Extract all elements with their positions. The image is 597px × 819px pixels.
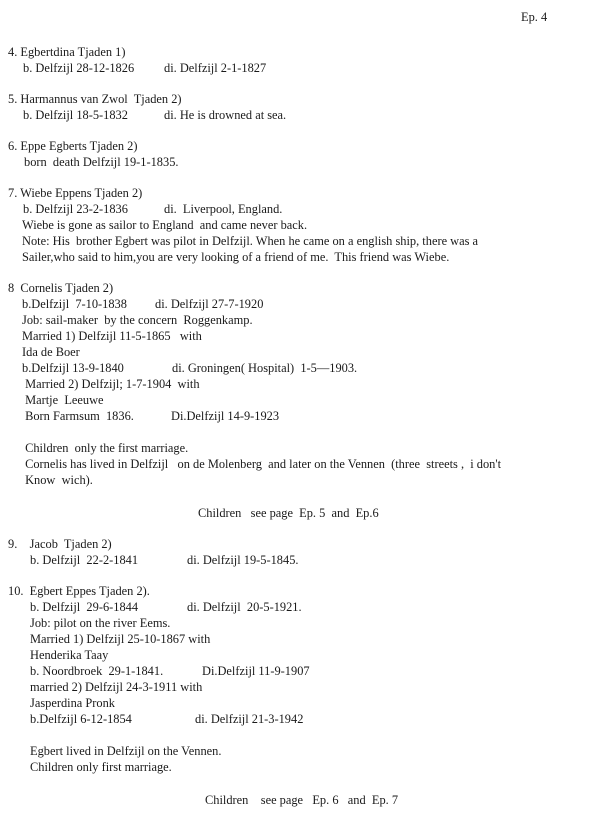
record-line [22,360,358,376]
record-line [22,472,93,488]
death-record-text: di. Delfzijl 20-5-1921. [187,600,302,614]
record-line [22,344,80,360]
line-text: Egbert lived in Delfzijl on the Vennen. [30,744,222,758]
record-line [22,233,478,249]
line-text: Born Farmsum 1836. [22,409,134,423]
line-text: Henderika Taay [30,648,109,662]
line-text: Sailer,who said to him,you are very looking of a friend of me. This friend was Wiebe. [22,250,450,264]
line-text: Children only first marriage. [30,760,172,774]
line-text: b.Delfzijl 7-10-1838 [22,297,127,311]
record-line [23,107,287,123]
record-line [22,328,202,344]
line-text: Married 2) Delfzijl; 1-7-1904 with [22,377,200,391]
line-text: Children only the first marriage. [22,441,189,455]
death-record-text: di. Liverpool, England. [164,202,283,216]
record-line [30,759,172,775]
record-line [8,583,150,599]
line-text: 6. Eppe Egberts Tjaden 2) [8,139,138,153]
record-line [205,792,398,808]
record-line [22,440,188,456]
death-record-text: di. Delfzijl 27-7-1920 [155,297,264,311]
record-line [30,695,115,711]
record-line [30,599,302,615]
line-text: Job: pilot on the river Eems. [30,616,171,630]
line-text: b.Delfzijl 6-12-1854 [30,712,132,726]
record-line [22,376,200,392]
record-line [8,138,138,154]
line-text: 7. Wiebe Eppens Tjaden 2) [8,186,143,200]
line-text: Wiebe is gone as sailor to England and came never back. [22,218,308,232]
record-line [24,154,179,170]
line-text: b. Delfzijl 28-12-1826 [23,61,135,75]
record-line [22,392,104,408]
record-line [8,536,112,552]
record-line [23,60,267,76]
line-text: b. Delfzijl 18-5-1832 [23,108,128,122]
page-number: Ep. 4 [521,10,548,24]
record-line [30,631,210,647]
death-record-text: di. He is drowned at sea. [164,108,287,122]
record-line [30,743,221,759]
record-line [198,505,379,521]
line-text: b. Noordbroek 29-1-1841. [30,664,164,678]
death-record-text: Di.Delfzijl 14-9-1923 [171,409,280,423]
record-line [22,296,264,312]
record-line [22,456,501,472]
line-text: b. Delfzijl 23-2-1836 [23,202,128,216]
record-line [8,44,125,60]
line-text: b.Delfzijl 13-9-1840 [22,361,124,375]
record-line [22,249,449,265]
line-text: born death Delfzijl 19-1-1835. [24,155,179,169]
line-text: Job: sail-maker by the concern Roggenkamp. [22,313,253,327]
line-text: Cornelis has lived in Delfzijl on de Molenberg and later on the Vennen (three streets , i don't [22,457,502,471]
death-record-text: di. Delfzijl 21-3-1942 [195,712,304,726]
record-line [23,201,283,217]
record-line [22,408,280,424]
record-line [30,615,170,631]
record-line [30,552,299,568]
record-line [22,217,307,233]
line-text: 4. Egbertdina Tjaden 1) [8,45,126,59]
record-line [8,91,182,107]
line-text: b. Delfzijl 22-2-1841 [30,553,139,567]
line-text: 8 Cornelis Tjaden 2) [8,281,114,295]
line-text: Jasperdina Pronk [30,696,115,710]
line-text: 10. Egbert Eppes Tjaden 2). [8,584,150,598]
line-text: Martje Leeuwe [22,393,104,407]
record-line [30,647,108,663]
record-line [30,679,202,695]
record-line [8,185,142,201]
line-text: Ida de Boer [22,345,80,359]
death-record-text: di. Delfzijl 19-5-1845. [187,553,299,567]
death-record-text: di. Groningen( Hospital) 1-5—1903. [172,361,358,375]
line-text: Married 1) Delfzijl 25-10-1867 with [30,632,211,646]
line-text: b. Delfzijl 29-6-1844 [30,600,139,614]
death-record-text: di. Delfzijl 2-1-1827 [164,61,267,75]
record-line [30,663,310,679]
line-text: Know wich). [22,473,93,487]
line-text: Children see page Ep. 6 and Ep. 7 [205,793,399,807]
line-text: Children see page Ep. 5 and Ep.6 [198,506,379,520]
line-text: 5. Harmannus van Zwol Tjaden 2) [8,92,182,106]
record-line [22,312,253,328]
line-text: married 2) Delfzijl 24-3-1911 with [30,680,203,694]
line-text: 9. Jacob Tjaden 2) [8,537,112,551]
death-record-text: Di.Delfzijl 11-9-1907 [202,664,310,678]
line-text: Married 1) Delfzijl 11-5-1865 with [22,329,202,343]
record-line [30,711,304,727]
line-text: Note: His brother Egbert was pilot in Delfzijl. When he came on a english ship, there was a [22,234,479,248]
record-line [8,280,113,296]
